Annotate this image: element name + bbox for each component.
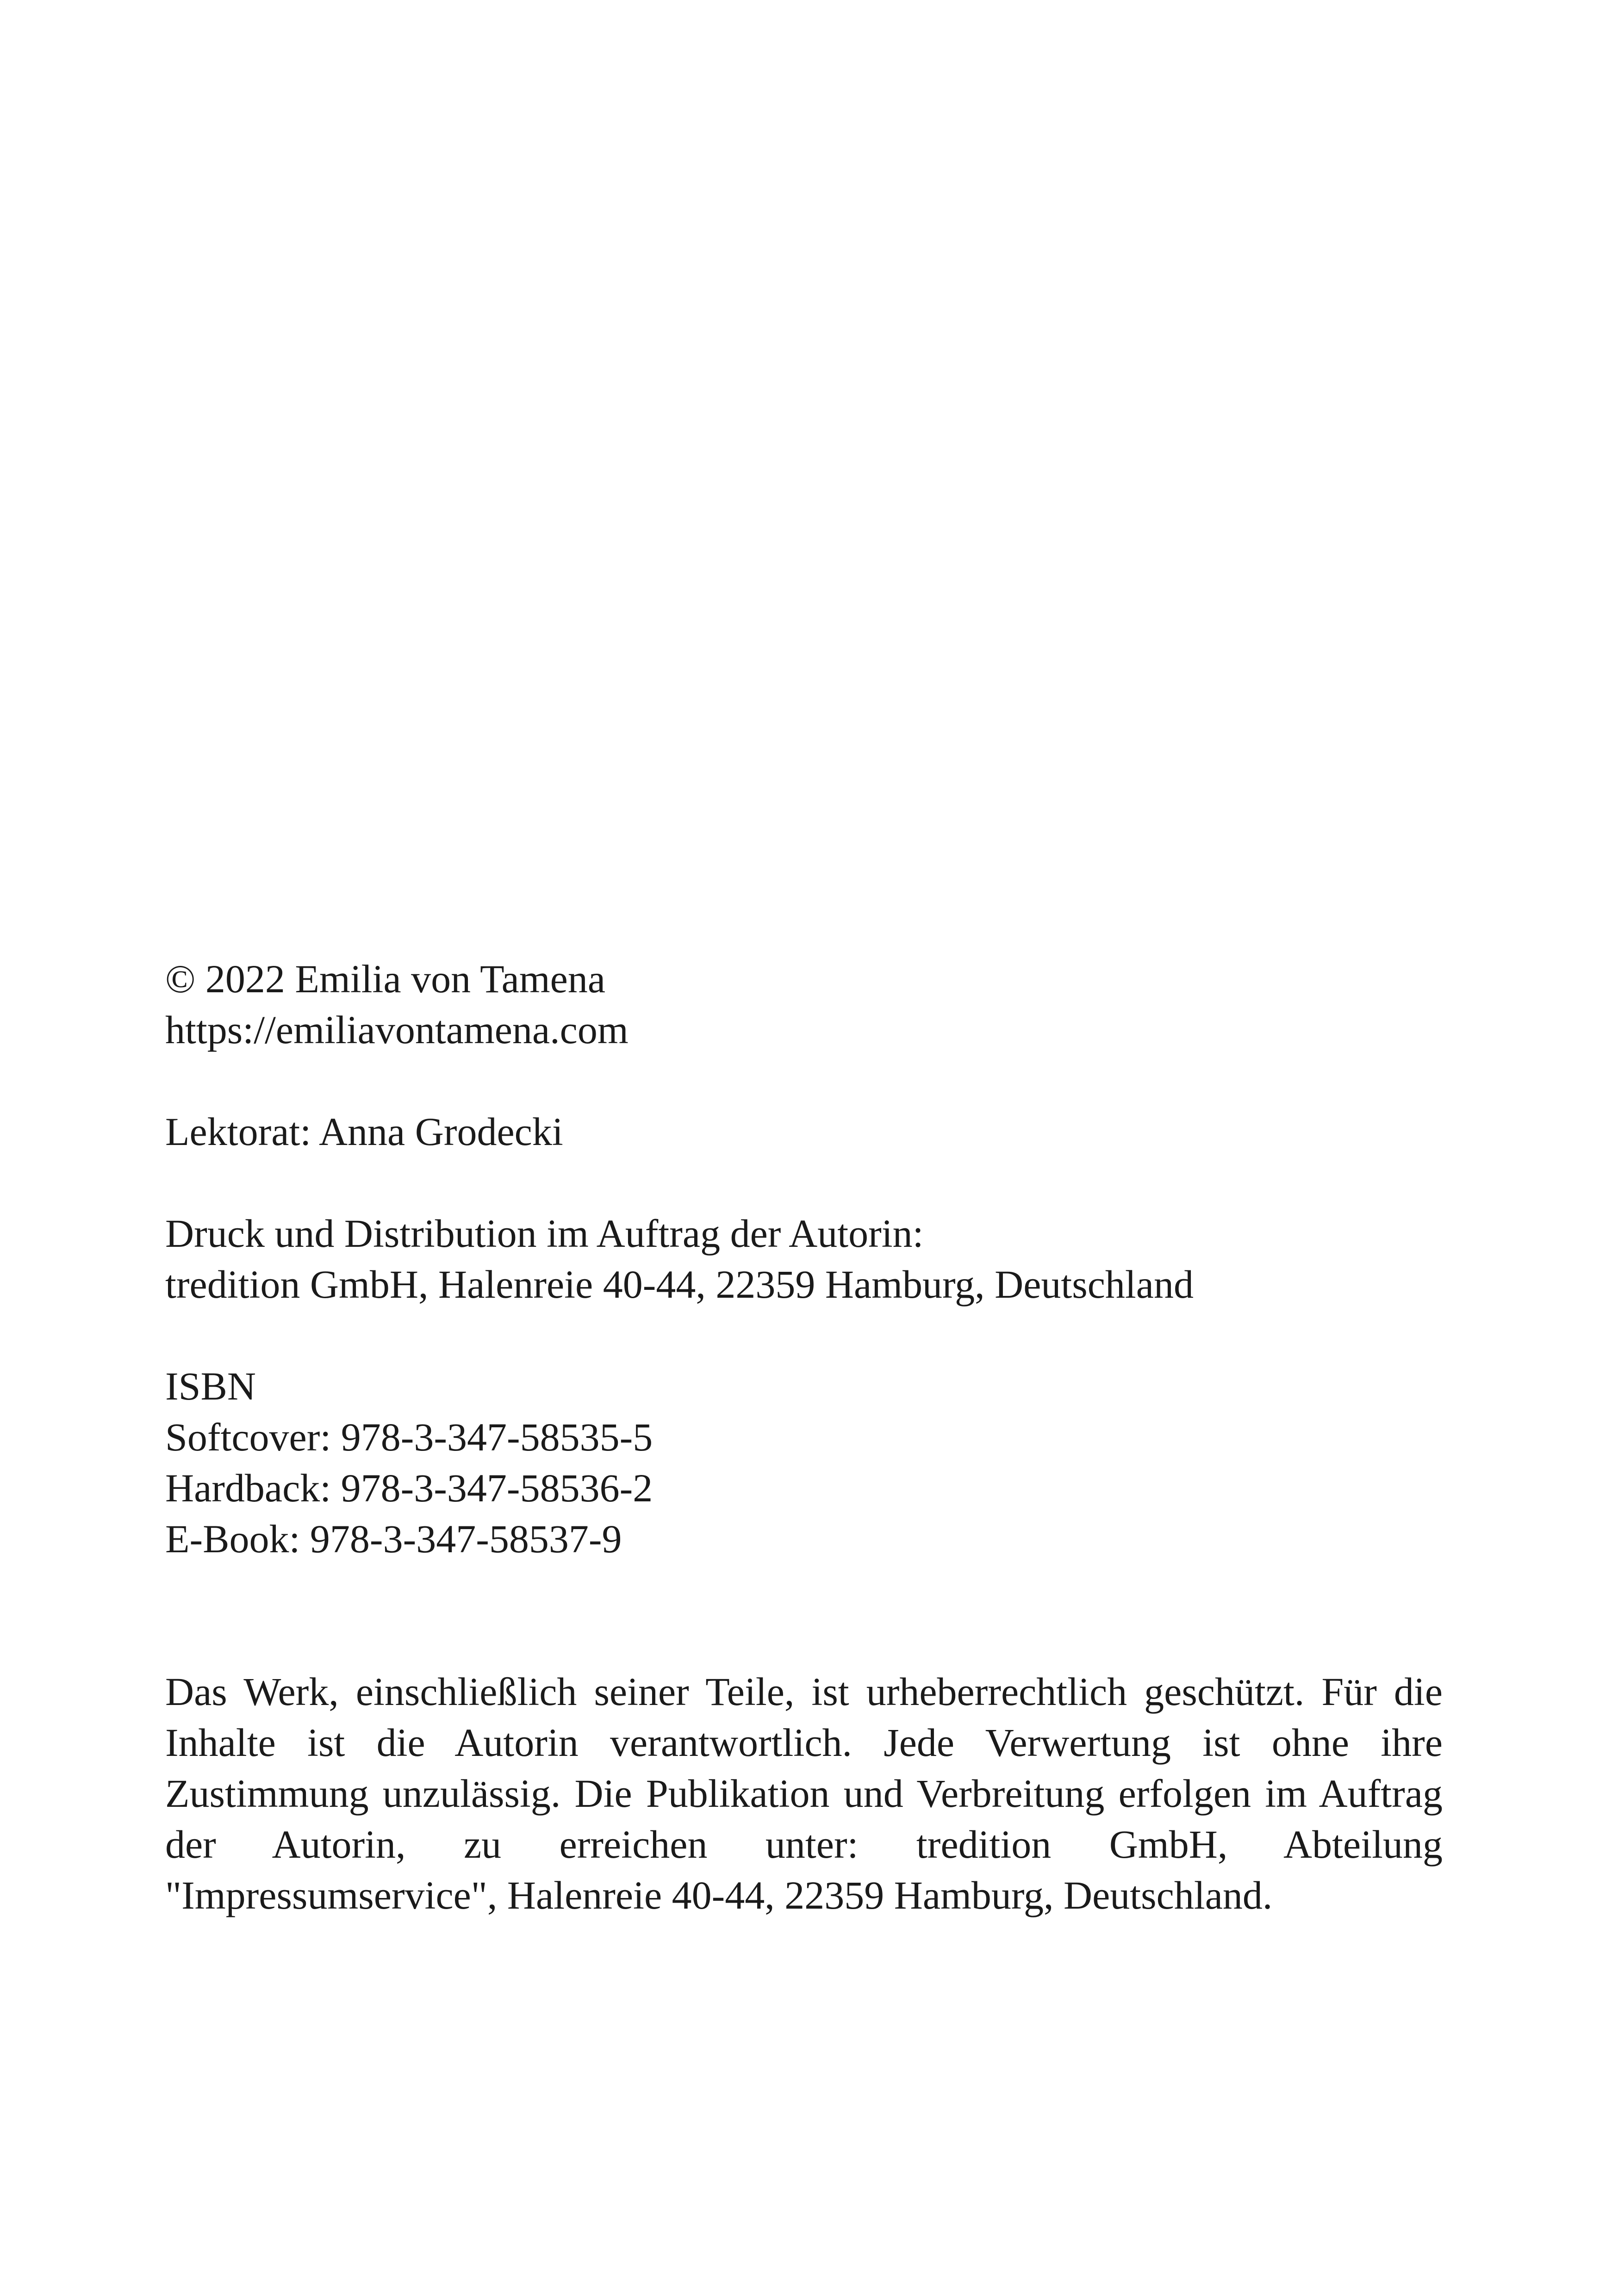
printing-line-1: Druck und Distribution im Auftrag der Autorin: xyxy=(165,1211,924,1256)
isbn-softcover: Softcover: 978-3-347-58535-5 xyxy=(165,1415,653,1459)
copyright-line: © 2022 Emilia von Tamena xyxy=(165,957,605,1001)
printing-line-2: tredition GmbH, Halenreie 40-44, 22359 Hamburg, Deutschland xyxy=(165,1262,1194,1307)
legal-notice: Das Werk, einschließlich seiner Teile, ist urheberrechtlich geschützt. Für die Inhalte ist die Autorin verantwortlich. Jede Verwertung ist ohne ihre Zustimmung unzulässig. Die Publikation und Verbreitung erfolgen im Auftrag der Autorin, zu erreichen unter: tredition GmbH, Abteilung "Impressumservice", Halenreie 40-44, 22359 Hamburg, Deutschland. xyxy=(165,1669,1443,1917)
isbn-hardback: Hardback: 978-3-347-58536-2 xyxy=(165,1466,653,1510)
editor-line: Lektorat: Anna Grodecki xyxy=(165,1109,563,1154)
isbn-heading: ISBN xyxy=(165,1364,256,1408)
isbn-ebook: E-Book: 978-3-347-58537-9 xyxy=(165,1517,622,1561)
website-url[interactable]: https://emiliavontamena.com xyxy=(165,1008,629,1052)
printing-block xyxy=(165,1208,1443,1310)
imprint-page xyxy=(165,953,1443,1921)
copyright-block xyxy=(165,953,1443,1055)
isbn-block xyxy=(165,1361,1443,1564)
editor-block xyxy=(165,1106,1443,1157)
